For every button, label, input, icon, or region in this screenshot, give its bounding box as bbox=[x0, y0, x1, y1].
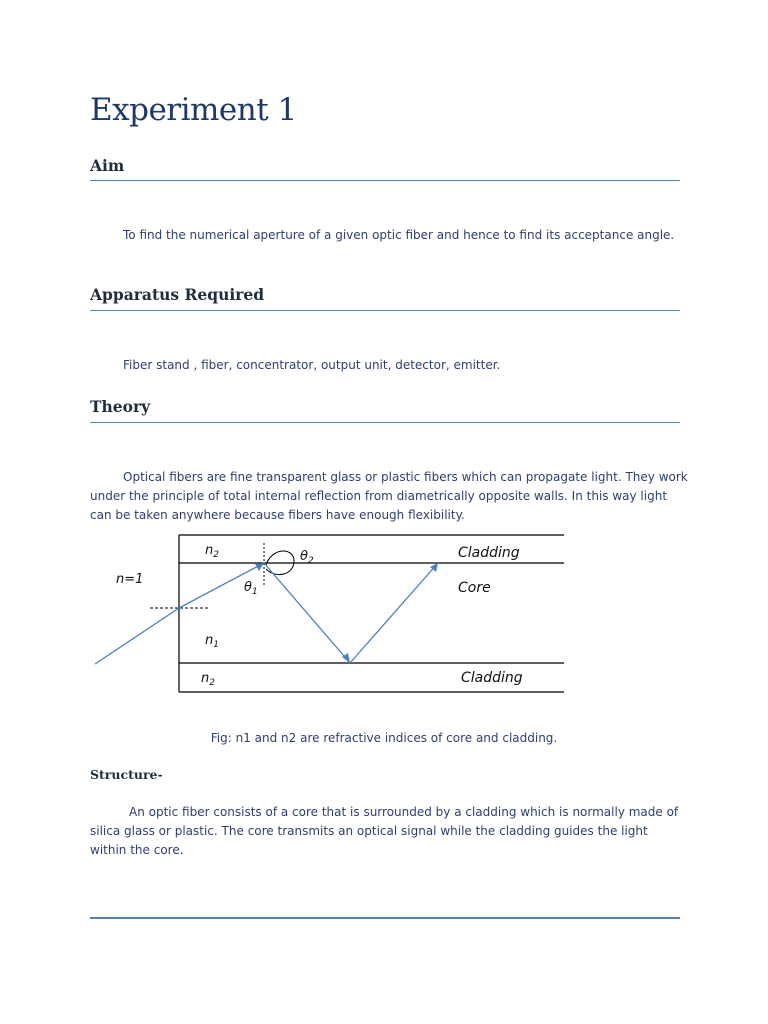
structure-heading: Structure- bbox=[90, 767, 163, 782]
label-n2-top: $n_2$ bbox=[205, 543, 219, 560]
footer-divider bbox=[90, 917, 680, 919]
apparatus-divider bbox=[90, 310, 680, 311]
aim-heading: Aim bbox=[90, 156, 125, 175]
figure-caption: Fig: n1 and n2 are refractive indices of core and cladding. bbox=[210, 731, 558, 745]
aim-text-content: To find the numerical aperture of a given optic fiber and hence to find its acceptance angle. bbox=[123, 228, 675, 242]
label-cladding-top: Cladding bbox=[458, 545, 520, 561]
apparatus-text bbox=[90, 356, 690, 375]
fiber-diagram bbox=[0, 525, 768, 700]
label-theta1: $\theta_1$ bbox=[244, 580, 258, 597]
light-ray bbox=[95, 563, 438, 664]
aim-text bbox=[90, 226, 690, 245]
theory-divider bbox=[90, 422, 680, 423]
page-title: Experiment 1 bbox=[90, 92, 297, 128]
aim-divider bbox=[90, 180, 680, 181]
theory-text-content: Optical fibers are fine transparent glass or plastic fibers which can propagate light. They work under the principle of total internal reflection from diametrically opposite walls. In this way light can be taken anywhere because fibers have enough flexibility. bbox=[90, 470, 688, 522]
theory-heading: Theory bbox=[90, 397, 151, 416]
structure-text-content: An optic fiber consists of a core that is surrounded by a cladding which is normally made of silica glass or plastic. The core transmits an optical signal while the cladding guides the light within the core. bbox=[90, 805, 679, 857]
label-n2-bottom: $n_2$ bbox=[201, 671, 215, 688]
label-core: Core bbox=[458, 580, 491, 596]
label-theta2: $\theta_2$ bbox=[300, 549, 314, 566]
label-n1: $n_1$ bbox=[205, 633, 219, 650]
structure-text bbox=[90, 803, 680, 860]
theory-text bbox=[90, 468, 690, 525]
label-cladding-bottom: Cladding bbox=[461, 670, 523, 686]
apparatus-heading: Apparatus Required bbox=[90, 285, 265, 304]
apparatus-text-content: Fiber stand , fiber, concentrator, output unit, detector, emitter. bbox=[123, 358, 501, 372]
label-n-outside: n=1 bbox=[116, 572, 144, 587]
